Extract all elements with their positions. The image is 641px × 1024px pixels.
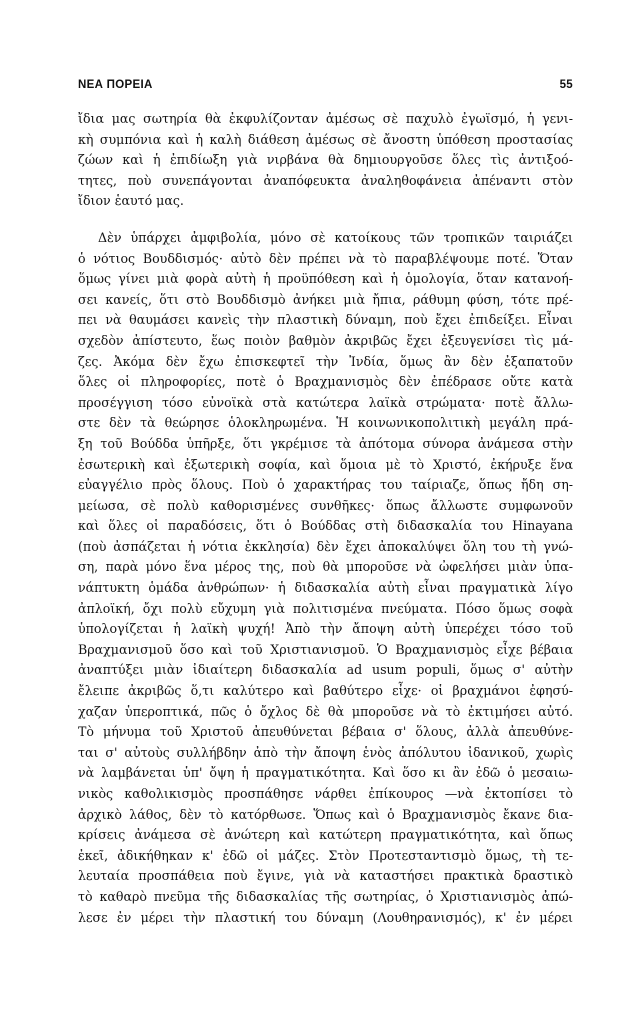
text-line: εὐαγγέλιο πρὸς ὅλους. Ποὺ ὁ χαρακτήρας του ταίριαζε, ὅπως ἤδη ση- [78,477,573,493]
text-line: ὁ νότιος Βουδδισμός· αὐτὸ δὲν πρέπει νὰ τὸ παραβλέψουμε ποτέ. Ὅταν [78,250,573,266]
text-line: ἀναπτύξει μιὰν ἰδιαίτερη διδασκαλία ad usum populi, ὅμως σ' αὐτὴν [78,662,573,678]
text-line: ση, παρὰ μόνο ἕνα μέρος της, ποὺ θὰ μποροῦσε νὰ ὠφελήσει μιὰν ὑπα- [78,559,573,575]
text-line: Βραχμανισμοῦ ὅσο καὶ τοῦ Χριστιανισμοῦ. Ὁ Βραχμανισμὸς εἶχε βέβαια [78,641,573,657]
text-line: πει νὰ θαυμάσει κανεὶς τὴν πλαστικὴ δύναμη, ποὺ ἔχει ἐπιδείξει. Εἶναι [78,312,573,328]
text-line: κρίσεις ἀνάμεσα σὲ ἀνώτερη καὶ κατώτερη πραγματικότητα, καὶ ὅπως [78,827,573,843]
document-page [78,76,573,928]
text-line: μείωσα, σὲ πολὺ καθορισμένες συνθῆκες· ὅπως ἄλλωστε συμφωνοῦν [78,497,573,513]
text-line: ὑπολογίζεται ἡ λαϊκὴ ψυχή! Ἀπὸ τὴν ἄποψη αὐτὴ ὑπερέχει τόσο τοῦ [78,621,573,637]
text-line: ἀπλοϊκή, ὄχι πολὺ εὔχυμη γιὰ πολιτισμένα πνεύματα. Πόσο ὅμως σοφὰ [78,600,573,616]
journal-title: ΝΕΑ ΠΟΡΕΙΑ [78,79,153,91]
text-line: καὶ ὅλες οἱ παραδόσεις, ὅτι ὁ Βούδδας στὴ διδασκαλία του Hinayana [78,518,573,534]
text-line: ξη τοῦ Βούδδα ὑπῆρξε, ὅτι γκρέμισε τὰ ἀπότομα σύνορα ἀνάμεσα στὴν [78,435,573,451]
text-line: ται σ' αὐτοὺς συλλήβδην ἀπὸ τὴν ἄποψη ἑνὸς ἀπόλυτου ἰδανικοῦ, χωρὶς [78,744,573,760]
text-line: Δὲν ὑπάρχει ἀμφιβολία, μόνο σὲ κατοίκους τῶν τροπικῶν ταιριάζει [98,229,573,245]
text-line: κὴ συμπόνια καὶ ἡ καλὴ διάθεση ἀμέσως σὲ ἄνοστη ὑπόθεση προστασίας [78,131,573,147]
text-line: τητες, ποὺ συνεπάγονται ἀναπόφευκτα ἀναληθοφάνεια ἀπέναντι στὸν [78,172,573,188]
text-line: ζώων καὶ ἡ ἐπιδίωξη γιὰ νιρβάνα θὰ δημιουργοῦσε ὅλες τὶς ἀντιξοό- [78,152,573,168]
running-head [78,76,573,98]
text-line: σει κανείς, ὅτι στὸ Βουδδισμὸ ἀνήκει μιὰ ἤπια, ράθυμη φύση, τότε πρέ- [78,291,573,307]
text-line: ἔλειπε ἀκριβῶς ὅ,τι καλύτερο καὶ βαθύτερο εἶχε· οἱ βραχμάνοι ἐφησύ- [78,683,573,699]
paragraph [78,109,573,212]
text-line: ὅλες οἱ πληροφορίες, ποτὲ ὁ Βραχμανισμὸς δὲν ἐπέδρασε οὔτε κατὰ [78,374,573,390]
text-line: (ποὺ ἀσπάζεται ἡ νότια ἐκκλησία) δὲν ἔχει ἀποκαλύψει ὅλη του τὴ γνώ- [78,538,573,554]
text-line: σχεδὸν ἀπίστευτο, ἕως ποιὸν βαθμὸν ἀκριβῶς ἔχει ἐξευγενίσει τὶς μά- [78,332,573,348]
text-line: προσέγγιση τόσο εὐνοϊκὰ στὰ κατώτερα λαϊκὰ στρώματα· ποτὲ ἄλλω- [78,394,573,410]
text-line: ὅμως γίνει μιὰ φορὰ αὐτὴ ἡ προϋπόθεση καὶ ἡ ὁμολογία, ὅταν κατανοή- [78,271,573,287]
text-line: νικὸς καθολικισμὸς προσπάθησε νάρθει ἐπίκουρος —νὰ ἐκτοπίσει τὸ [78,786,573,801]
text-line: λευταία προσπάθεια ποὺ ἔγινε, γιὰ νὰ καταστήσει πρακτικὰ δραστικὸ [78,868,573,884]
text-line: τὸ καθαρὸ πνεῦμα τῆς διδασκαλίας τῆς σωτηρίας, ὁ Χριστιανισμὸς ἀπώ- [78,888,573,904]
text-line: ἴδιον ἑαυτό μας. [78,193,184,209]
body-text [78,109,573,928]
text-line: ἴδια μας σωτηρία θὰ ἐκφυλίζονταν ἀμέσως σὲ παχυλὸ ἐγωϊσμό, ἡ γενι- [78,111,573,126]
page-number: 55 [559,79,573,91]
text-line: Τὸ μήνυμα τοῦ Χριστοῦ ἀπευθύνεται βέβαια σ' ὅλους, ἀλλὰ ἀπευθύνε- [78,724,573,740]
text-line: ἐσωτερικὴ καὶ ἐξωτερικὴ σοφία, καὶ ὅμοια μὲ τὸ Χριστό, ἐκήρυξε ἕνα [78,456,573,472]
text-line: χαζαν ὑπεροπτικά, πῶς ὁ ὄχλος δὲ θὰ μποροῦσε νὰ τὸ ἐκτιμήσει αὐτό. [78,703,573,719]
text-line: ἐκεῖ, ἀδικήθηκαν κ' ἐδῶ οἱ μάζες. Στὸν Προτεσταντισμὸ ὅμως, τὴ τε- [78,847,573,863]
paragraph [78,228,573,928]
text-line: νάπτυκτη ὁμάδα ἀνθρώπων· ἡ διδασκαλία αὐτὴ εἶναι πραγματικὰ λίγο [78,580,573,596]
text-line: ἀρχικὸ λάθος, δὲν τὸ κατόρθωσε. Ὅπως καὶ ὁ Βραχμανισμὸς ἔκανε δια- [78,806,573,822]
text-line: ζες. Ἀκόμα δὲν ἔχω ἐπισκεφτεῖ τὴν Ἰνδία, ὅμως ἂν δὲν ἐξαπατοῦν [78,353,573,369]
text-line: νὰ λαμβάνεται ὑπ' ὄψη ἡ πραγματικότητα. Καὶ ὅσο κι ἂν ἐδῶ ὁ μεσαιω- [78,765,573,781]
text-line: στε δὲν τὰ θεώρησε ὁλοκληρωμένα. Ἡ κοινωνικοπολιτικὴ μεγάλη πρά- [78,415,573,431]
text-line: λεσε ἐν μέρει τὴν πλαστική του δύναμη (Λουθηρανισμός), κ' ἐν μέρει [78,909,573,925]
